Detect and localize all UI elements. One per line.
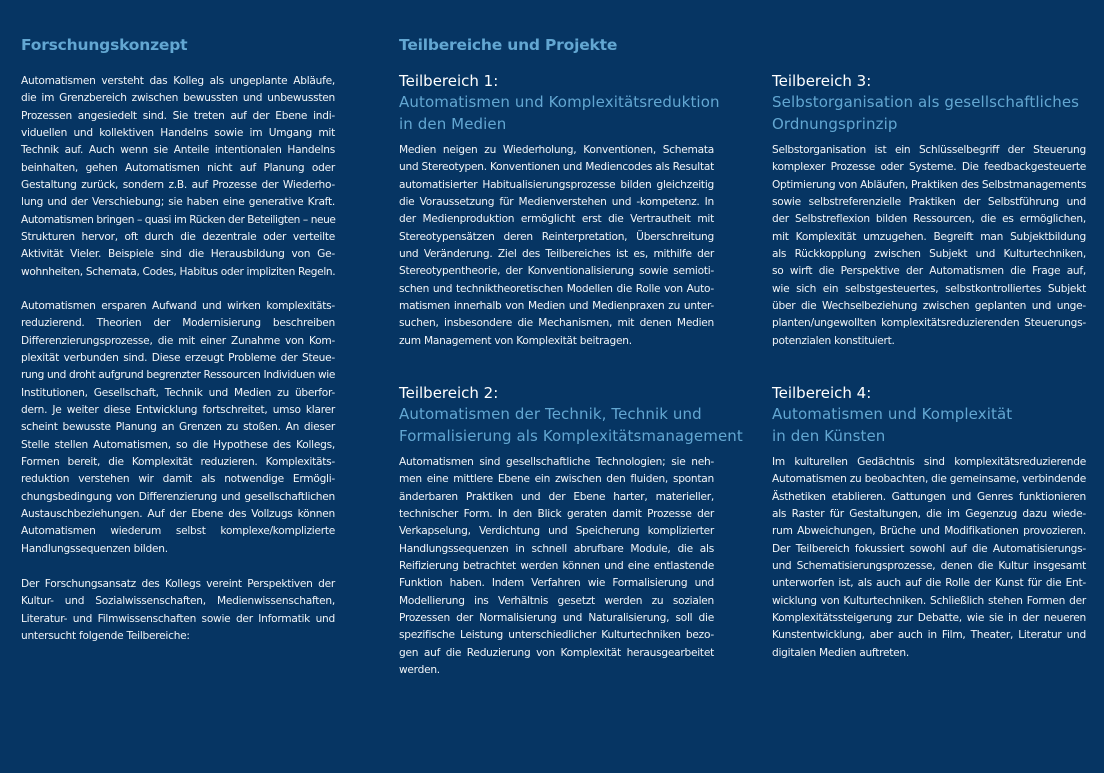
text-line: Reifizierung betrachtet werden können und eine entlastende	[399, 560, 714, 573]
text-line: und Stereotypen. Konventionen und Mediencodes als Resultat	[399, 161, 714, 174]
section-title-line: Automatismen der Technik, Technik und	[399, 405, 702, 423]
text-line: spezifische Leistung unterschiedlicher Kulturtechniken bezo-	[399, 629, 714, 642]
section-label: Teilbereich 2:	[399, 384, 499, 402]
text-line: scheint bewusste Planung an Grenzen zu stoßen. An dieser	[21, 421, 335, 434]
text-line: Funktion haben. Indem Verfahren wie Formalisierung und	[399, 577, 714, 590]
text-line: beinhalten, gehen Automatismen nicht auf Planung oder	[21, 161, 335, 174]
section-title-line: Automatismen und Komplexitätsreduktion	[399, 93, 720, 111]
text-line: automatisierter Habitualisierungsprozesse bilden gleichzeitig	[399, 178, 714, 191]
concept-paragraph-1	[21, 73, 335, 281]
text-line: Verkapselung, Verdichtung und Speicherung komplizierter	[399, 525, 714, 538]
text-line: Der Teilbereich fokussiert sowohl auf die Automatisierungs-	[772, 542, 1086, 555]
text-line: so wirft die Perspektive der Automatismen die Frage auf,	[772, 265, 1086, 278]
subprojects-heading: Teilbereiche und Projekte	[399, 36, 618, 54]
text-line: wohnheiten, Schemata, Codes, Habitus oder impliziten Regeln.	[21, 265, 336, 278]
text-line: als Raster für Gestaltungen, die im Gegenzug dazu wiede-	[772, 508, 1086, 521]
text-line: Technik auf. Auch wenn sie Anteile intentionalen Handelns	[21, 144, 335, 157]
text-line: potenzialen konstituiert.	[772, 334, 895, 347]
text-line: Stelle stellen Automatismen, so die Hypothese des Kollegs,	[21, 438, 335, 451]
text-line: Modellierung ins Verhältnis gesetzt werden zu sozialen	[399, 594, 714, 607]
text-line: Prozessen der Normalisierung und Naturalisierung, soll die	[399, 612, 714, 625]
text-line: wie sich ein selbstgesteuertes, selbstkontrolliertes Subjekt	[772, 282, 1086, 295]
text-line: unterworfen ist, als auch auf die Rolle der Kunst für die Ent-	[772, 577, 1086, 590]
concept-paragraph-3	[21, 576, 335, 645]
section-title-line: Automatismen und Komplexität	[772, 405, 1013, 423]
text-line: Automatismen bringen – quasi im Rücken der Beteiligten – neue	[21, 213, 336, 226]
section-teilbereich-1	[399, 70, 720, 135]
text-line: Gestaltung zurück, sondern z.B. auf Prozesse der Wiederho-	[21, 179, 335, 192]
section-body	[772, 454, 1086, 662]
text-line: digitalen Medien auftreten.	[772, 646, 909, 659]
research-concept-heading: Forschungskonzept	[21, 36, 188, 54]
text-line: Automatismen wiederum selbst komplexe/komplizierte	[21, 525, 335, 538]
text-line: reduzierend. Theorien der Modernisierung beschreiben	[21, 317, 335, 330]
section-teilbereich-3	[772, 70, 1086, 135]
text-line: Automatismen ersparen Aufwand und wirken komplexitäts-	[21, 300, 335, 312]
text-line: viduellen und kollektiven Handelns sowie im Umgang mit	[21, 127, 335, 140]
text-line: schen und techniktheoretischen Modellen die Rolle von Auto-	[399, 282, 714, 295]
text-line: Automatismen versteht das Kolleg als ungeplante Abläufe,	[21, 75, 335, 87]
text-line: komplexer Prozesse oder Systeme. Die feedbackgesteuerte	[772, 161, 1086, 174]
text-line: technischer Form. In den Blick geraten damit Prozesse der	[399, 508, 714, 521]
text-line: planten/ungewollten komplexitätsreduzierenden Steuerungs-	[772, 317, 1086, 330]
section-title-line: Selbstorganisation als gesellschaftliches	[772, 93, 1080, 111]
section-title-line: Ordnungsprinzip	[772, 114, 898, 133]
text-line: Komplexitätssteigerung zur Debatte, wie sie in der neueren	[772, 612, 1086, 625]
text-line: Automatismen zu beobachten, die gemeinsame, verbindende	[772, 473, 1087, 486]
text-line: und Schematisierungsprozesse, denen die Kultur insgesamt	[772, 560, 1086, 573]
text-line: der Medienproduktion ermöglicht erst die Vertrautheit mit	[399, 213, 714, 226]
text-line: änderbaren Praktiken und der Ebene harter, materieller,	[399, 490, 714, 503]
text-line: rung und droht aufgrund begrenzter Ressourcen Individuen wie	[21, 369, 335, 382]
text-line: Austauschbeziehungen. Auf der Ebene des Vollzugs können	[21, 508, 335, 521]
text-line: die Voraussetzung für Medienverstehen und -kompetenz. In	[399, 196, 714, 209]
text-line: plexität verbunden sind. Diese erzeugt Probleme der Steue-	[21, 352, 335, 365]
text-line: Stereotypentheorie, der Konventionalisierung sowie semioti-	[399, 265, 714, 278]
section-title-line: in den Künsten	[772, 426, 886, 445]
section-title-line: in den Medien	[399, 114, 507, 133]
text-line: lung und der Verschiebung; sie haben eine generative Kraft.	[21, 196, 335, 209]
section-body	[399, 454, 714, 679]
text-line: Handlungssequenzen in schnell abrufbare Module, die als	[399, 542, 714, 555]
text-line: und Veränderung. Ziel des Teilbereiches ist es, mithilfe der	[399, 248, 714, 261]
text-line: Automatismen sind gesellschaftliche Technologien; sie neh-	[399, 456, 714, 468]
text-line: dern. Je weiter diese Entwicklung fortschreitet, umso klarer	[21, 404, 335, 417]
text-line: Der Forschungsansatz des Kollegs vereint Perspektiven der	[21, 578, 335, 590]
section-label: Teilbereich 3:	[772, 72, 872, 90]
text-line: Literatur- und Filmwissenschaften sowie der Informatik und	[21, 612, 335, 625]
text-line: sowie selbstreferenzielle Praktiken der Selbstführung und	[772, 196, 1086, 209]
text-line: Selbstorganisation ist ein Schlüsselbegriff der Steuerung	[772, 144, 1086, 156]
text-line: Strukturen hervor, oft durch die dezentrale oder verteilte	[21, 231, 335, 244]
text-line: Institutionen, Gesellschaft, Technik und Medien zu überfor-	[21, 386, 335, 399]
section-label: Teilbereich 4:	[772, 384, 872, 402]
text-line: die im Grenzbereich zwischen bewussten und unbewussten	[21, 92, 335, 105]
text-line: untersucht folgende Teilbereiche:	[21, 630, 190, 643]
text-line: gen auf die Reduzierung von Komplexität herausgearbeitet	[399, 646, 714, 659]
section-body	[772, 142, 1086, 350]
text-line: chungsbedingung von Differenzierung und gesellschaftlichen	[21, 490, 335, 503]
text-line: Kunstentwicklung, aber auch in Film, Theater, Literatur und	[772, 629, 1086, 642]
text-line: Aktivität Vieler. Beispiele sind die Herausbildung von Ge-	[21, 248, 335, 261]
text-line: Differenzierungsprozesse, die mit einer Zunahme von Kom-	[21, 334, 335, 347]
text-line: als Rückkopplung zwischen Subjekt und Kulturtechniken,	[772, 248, 1086, 261]
text-line: Kultur- und Sozialwissenschaften, Medienwissenschaften,	[21, 595, 335, 608]
text-line: zum Management von Komplexität beitragen.	[399, 334, 632, 347]
text-line: Formen bereit, die Komplexität reduzieren. Komplexitäts-	[21, 456, 335, 469]
section-teilbereich-2	[399, 382, 743, 447]
text-line: Im kulturellen Gedächtnis sind komplexitätsreduzierende	[772, 456, 1086, 468]
text-line: Medien neigen zu Wiederholung, Konventionen, Schemata	[399, 144, 714, 156]
section-title-line: Formalisierung als Komplexitätsmanagement	[399, 426, 743, 445]
text-line: der Selbstreflexion bilden Ressourcen, die es ermöglichen,	[772, 213, 1086, 226]
text-line: matismen innerhalb von Medien und Medienpraxen zu unter-	[399, 300, 714, 313]
text-line: suchen, insbesondere die Mechanismen, mit denen Medien	[399, 317, 714, 330]
text-line: mit Komplexität umzugehen. Begreift man Subjektbildung	[772, 230, 1086, 243]
text-line: Ästhetiken etablieren. Gattungen und Genres funktionieren	[772, 490, 1086, 503]
text-line: werden.	[399, 664, 440, 677]
text-line: Optimierung von Abläufen, Praktiken des Selbstmanagements	[772, 178, 1087, 191]
section-teilbereich-4	[772, 382, 1086, 447]
text-line: wicklung von Kulturtechniken. Schließlich stehen Formen der	[772, 594, 1086, 607]
text-line: Prozessen angesiedelt sind. Sie treten auf der Ebene indi-	[21, 109, 335, 122]
text-line: rum Abweichungen, Brüche und Modifikationen provozieren.	[772, 525, 1086, 538]
text-line: Stereotypensätzen deren Reinterpretation, Überschreitung	[399, 230, 714, 243]
text-line: Handlungssequenzen bilden.	[21, 542, 168, 555]
section-body	[399, 142, 714, 350]
text-line: reduktion verstehen wir damit als notwendige Ermögli-	[21, 473, 335, 486]
concept-paragraph-2	[21, 298, 335, 558]
text-line: men eine mittlere Ebene ein zwischen den fluiden, spontan	[399, 473, 714, 486]
section-label: Teilbereich 1:	[399, 72, 499, 90]
text-line: über die Wechselbeziehung zwischen geplanten und unge-	[772, 300, 1086, 313]
